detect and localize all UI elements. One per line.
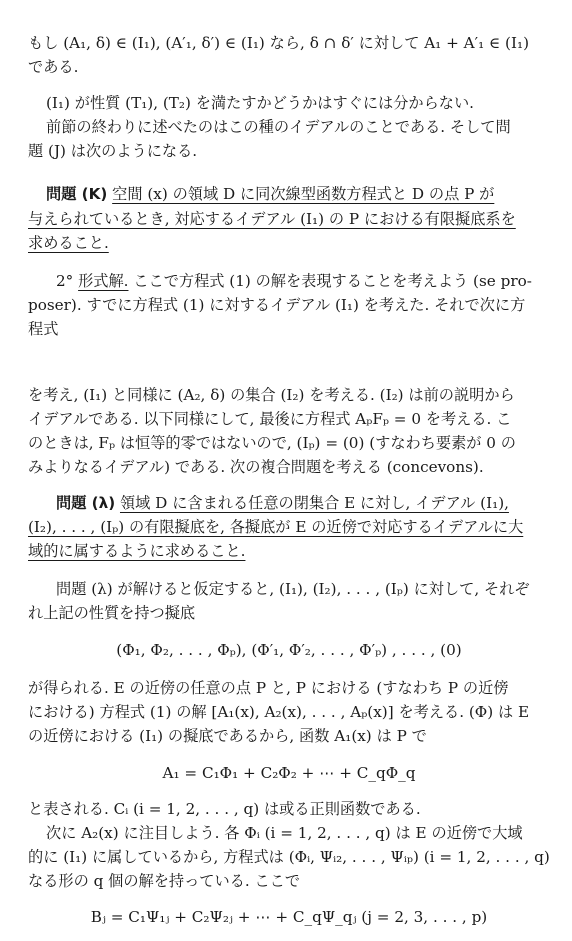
line-text: れ上記の性質を持つ擬底 [28, 604, 196, 622]
line-text: が得られる. E の近傍の任意の点 P と, P における (すなわち P の近傍 [28, 679, 509, 697]
line-text: 求めること. [28, 234, 109, 252]
line-text: を考え, (I₁) と同様に (A₂, δ) の集合 (I₂) を考える. (I₂) は前の説明から [28, 386, 515, 404]
line-text: 的に (I₁) に属しているから, 方程式は (Φᵢ, Ψᵢ₂, . . . , Ψᵢₚ) (i = 1, 2, . . . , q) [28, 848, 550, 866]
text-line [28, 208, 550, 230]
line-text: 与えられているとき, 対応するイデアル (I₁) の P における有限擬底系を [28, 210, 516, 228]
text-line [28, 140, 550, 162]
text-line [28, 602, 550, 624]
text-line [28, 408, 550, 430]
problem-k-line [46, 183, 550, 205]
problem-lambda-label: 問題 (λ) [56, 494, 116, 512]
equation-a1 [28, 762, 550, 784]
text-line [28, 56, 550, 78]
section-number: 2° [56, 272, 74, 290]
line-text: 域的に属するように求めること. [28, 542, 246, 560]
text-line [28, 677, 550, 699]
line-text: なる形の q 個の解を持っている. ここで [28, 872, 301, 890]
text-line [46, 92, 550, 114]
equation-body: Bⱼ = C₁Ψ₁ⱼ + C₂Ψ₂ⱼ + ⋯ + C_qΨ_qⱼ (j = 2, 3, . . . , p) [90, 908, 488, 926]
text-line [28, 232, 550, 254]
line-text: の近傍における (I₁) の擬底であるから, 函数 A₁(x) は P で [28, 727, 427, 745]
equation-bases [28, 639, 550, 661]
text-line [28, 540, 550, 562]
line-text: (I₁) が性質 (T₁), (T₂) を満たすかどうかはすぐには分からない. [46, 94, 474, 112]
equation-bj [28, 906, 550, 928]
line-text: poser). すでに方程式 (1) に対するイデアル (I₁) を考えた. それで次に方 [28, 296, 526, 314]
text-line [28, 701, 550, 723]
line-text: における) 方程式 (1) の解 [A₁(x), A₂(x), . . . , Aₚ(x)] を考える. (Φ) は E [28, 703, 530, 721]
line-text: ここで方程式 (1) の解を表現することを考えよう (se pro- [133, 272, 532, 290]
text-line [28, 294, 550, 316]
line-text: 空間 (x) の領域 D に同次線型函数方程式と D の点 P が [112, 185, 495, 203]
text-line [28, 456, 550, 478]
line-text: イデアルである. 以下同様にして, 最後に方程式 AₚFₚ = 0 を考える. こ [28, 410, 512, 428]
text-line [28, 432, 550, 454]
equation-body: (Φ₁, Φ₂, . . . , Φₚ), (Φ′₁, Φ′₂, . . . , Φ′ₚ) , . . . , (0) [116, 641, 462, 659]
text-line [46, 822, 550, 844]
line-text: 次に A₂(x) に注目しよう. 各 Φᵢ (i = 1, 2, . . . , q) は E の近傍で大域 [46, 824, 523, 842]
problem-k-label: 問題 (K) [46, 185, 108, 203]
line-text: 問題 (λ) が解けると仮定すると, (I₁), (I₂), . . . , (Iₚ) に対して, それぞ [56, 580, 530, 598]
text-line [28, 384, 550, 406]
text-line [56, 578, 550, 600]
section-line [56, 270, 550, 292]
line-text: みよりなるイデアル) である. 次の複合問題を考える (concevons). [28, 458, 484, 476]
line-text: のときは, Fₚ は恒等的零ではないので, (Iₚ) = (0) (すなわち要素が 0 の [28, 434, 516, 452]
text-line [28, 870, 550, 892]
line-text: 前節の終わりに述べたのはこの種のイデアルのことである. そして問 [46, 118, 511, 136]
text-line [28, 798, 550, 820]
text-line [28, 846, 550, 868]
line-text: (I₂), . . . , (Iₚ) の有限擬底を, 各擬底が E の近傍で対応するイデアルに大 [28, 518, 524, 536]
line-text: である. [28, 58, 79, 76]
text-line [46, 116, 550, 138]
line-text: 領域 D に含まれる任意の閉集合 E に対し, イデアル (I₁), [119, 494, 509, 512]
text-line [28, 725, 550, 747]
line-text: 題 (J) は次のようになる. [28, 142, 198, 160]
text-line [28, 318, 550, 340]
equation-body: A₁ = C₁Φ₁ + C₂Φ₂ + ⋯ + C_qΦ_q [162, 764, 416, 782]
text-line [28, 32, 550, 54]
line-text: 程式 [28, 320, 59, 338]
line-text: と表される. Cᵢ (i = 1, 2, . . . , q) は或る正則函数である. [28, 800, 421, 818]
line-text: もし (A₁, δ) ∈ (I₁), (A′₁, δ′) ∈ (I₁) なら, δ ∩ δ′ に対して A₁ + A′₁ ∈ (I₁) [28, 34, 529, 52]
problem-lambda-line [56, 492, 550, 514]
text-line [28, 516, 550, 538]
section-term: 形式解. [78, 272, 129, 290]
